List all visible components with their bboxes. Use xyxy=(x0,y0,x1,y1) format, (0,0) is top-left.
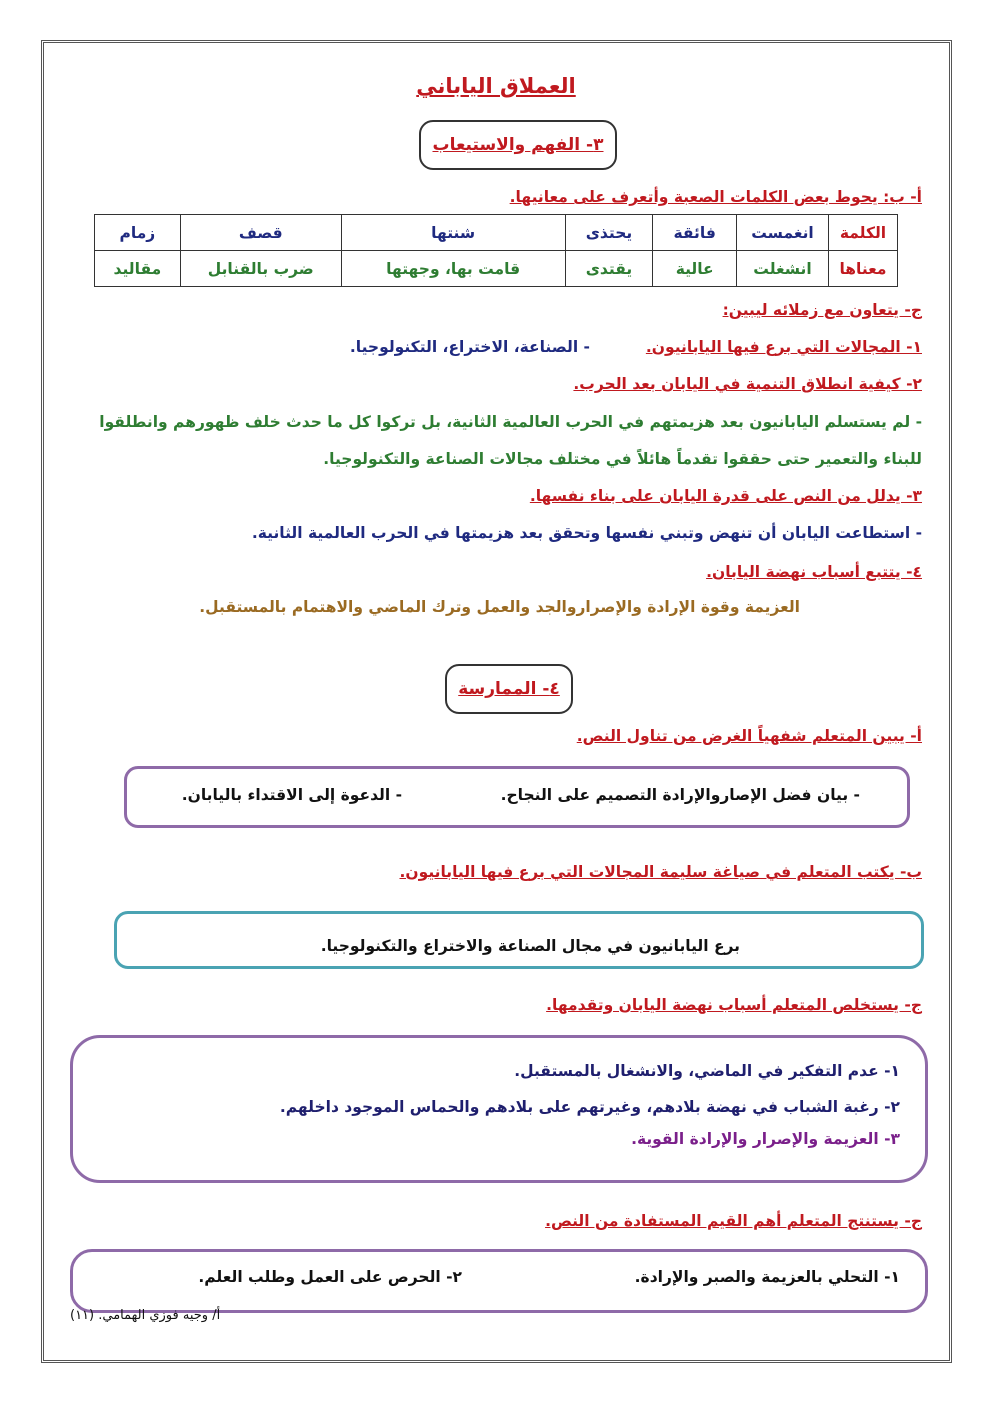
point-1-answer: - الصناعة، الاختراع، التكنولوجيا. xyxy=(349,338,590,356)
table-cell: الكلمة xyxy=(829,215,898,251)
point-2-answer-line-2: للبناء والتعمير حتى حققوا تقدماً هائلاً في مختلف مجالات الصناعة والتكنولوجيا. xyxy=(323,450,922,468)
section-4-label-box xyxy=(445,664,573,714)
point-2-answer-line-1: - لم يستسلم اليابانيون بعد هزيمتهم في الحرب العالمية الثانية، بل تركوا كل ما حدث خلف ظهورهم وانطلقوا xyxy=(99,413,922,431)
point-3-question: ٣- يدلل من النص على قدرة اليابان على بناء نفسها. xyxy=(529,487,922,505)
vocab-table xyxy=(94,214,898,287)
table-cell: قصف xyxy=(180,215,341,251)
question-a-vocab: أ- ب: يحوط بعض الكلمات الصعبة وأتعرف على معانيها. xyxy=(509,188,922,206)
point-3-answer: - استطاعت اليابان أن تنهض وتبني نفسها وتحقق بعد هزيمتها في الحرب العالمية الثانية. xyxy=(251,524,922,542)
table-cell: ضرب بالقنابل xyxy=(180,251,341,287)
section-4-label: ٤- الممارسة xyxy=(458,679,560,699)
footer-author-page: أ/ وجيه فوزي الهمامي. (١١) xyxy=(70,1308,221,1323)
section-3-label-box xyxy=(419,120,617,170)
table-cell: يحتذى xyxy=(565,215,653,251)
table-row-meanings xyxy=(95,251,898,287)
fields-answer: برع اليابانيون في مجال الصناعة والاختراع والتكنولوجيا. xyxy=(320,937,740,955)
table-cell: مقاليد xyxy=(95,251,181,287)
table-cell: فائقة xyxy=(653,215,737,251)
table-row-words xyxy=(95,215,898,251)
table-cell: زمام xyxy=(95,215,181,251)
reason-2: ٢- رغبة الشباب في نهضة بلادهم، وغيرتهم على بلادهم والحماس الموجود داخلهم. xyxy=(279,1098,900,1116)
practice-question-b: ب- يكتب المتعلم في صياغة سليمة المجالات التي برع فيها اليابانيون. xyxy=(399,863,922,881)
value-2: ٢- الحرص على العمل وطلب العلم. xyxy=(198,1268,462,1286)
table-cell: عالية xyxy=(653,251,737,287)
purpose-answer-2: - الدعوة إلى الاقتداء باليابان. xyxy=(181,786,402,804)
purpose-answer-1: - بيان فضل الإصاروالإرادة التصميم على النجاح. xyxy=(500,786,860,804)
point-2-question: ٢- كيفية انطلاق التنمية في اليابان بعد الحرب. xyxy=(573,375,922,393)
point-4-answer: العزيمة وقوة الإرادة والإصراروالجد والعمل وترك الماضي والاهتمام بالمستقبل. xyxy=(199,598,800,616)
table-cell: معناها xyxy=(829,251,898,287)
question-c-cooperate: ج- يتعاون مع زملائه ليبين: xyxy=(722,301,922,319)
page-title: العملاق الياباني xyxy=(416,74,576,98)
practice-question-a: أ- يبين المتعلم شفهياً الغرض من تناول النص. xyxy=(576,727,922,745)
section-3-label: ٣- الفهم والاستيعاب xyxy=(432,135,604,155)
table-cell: انغمست xyxy=(737,215,829,251)
value-1: ١- التحلي بالعزيمة والصبر والإرادة. xyxy=(634,1268,900,1286)
point-1-question: ١- المجالات التي برع فيها اليابانيون. xyxy=(645,338,922,356)
reason-3: ٣- العزيمة والإصرار والإرادة القوية. xyxy=(631,1130,900,1148)
practice-question-c: ج- يستخلص المتعلم أسباب نهضة اليابان وتقدمها. xyxy=(546,996,922,1014)
point-4-question: ٤- يتتبع أسباب نهضة اليابان. xyxy=(706,563,922,581)
reason-1: ١- عدم التفكير في الماضي، والانشغال بالمستقبل. xyxy=(514,1062,900,1080)
table-cell: شنتها xyxy=(341,215,565,251)
table-cell: انشغلت xyxy=(737,251,829,287)
table-cell: يقتدى xyxy=(565,251,653,287)
practice-question-d: ج- يستنتج المتعلم أهم القيم المستفادة من النص. xyxy=(545,1212,922,1230)
table-cell: قامت بها، وجهتها xyxy=(341,251,565,287)
